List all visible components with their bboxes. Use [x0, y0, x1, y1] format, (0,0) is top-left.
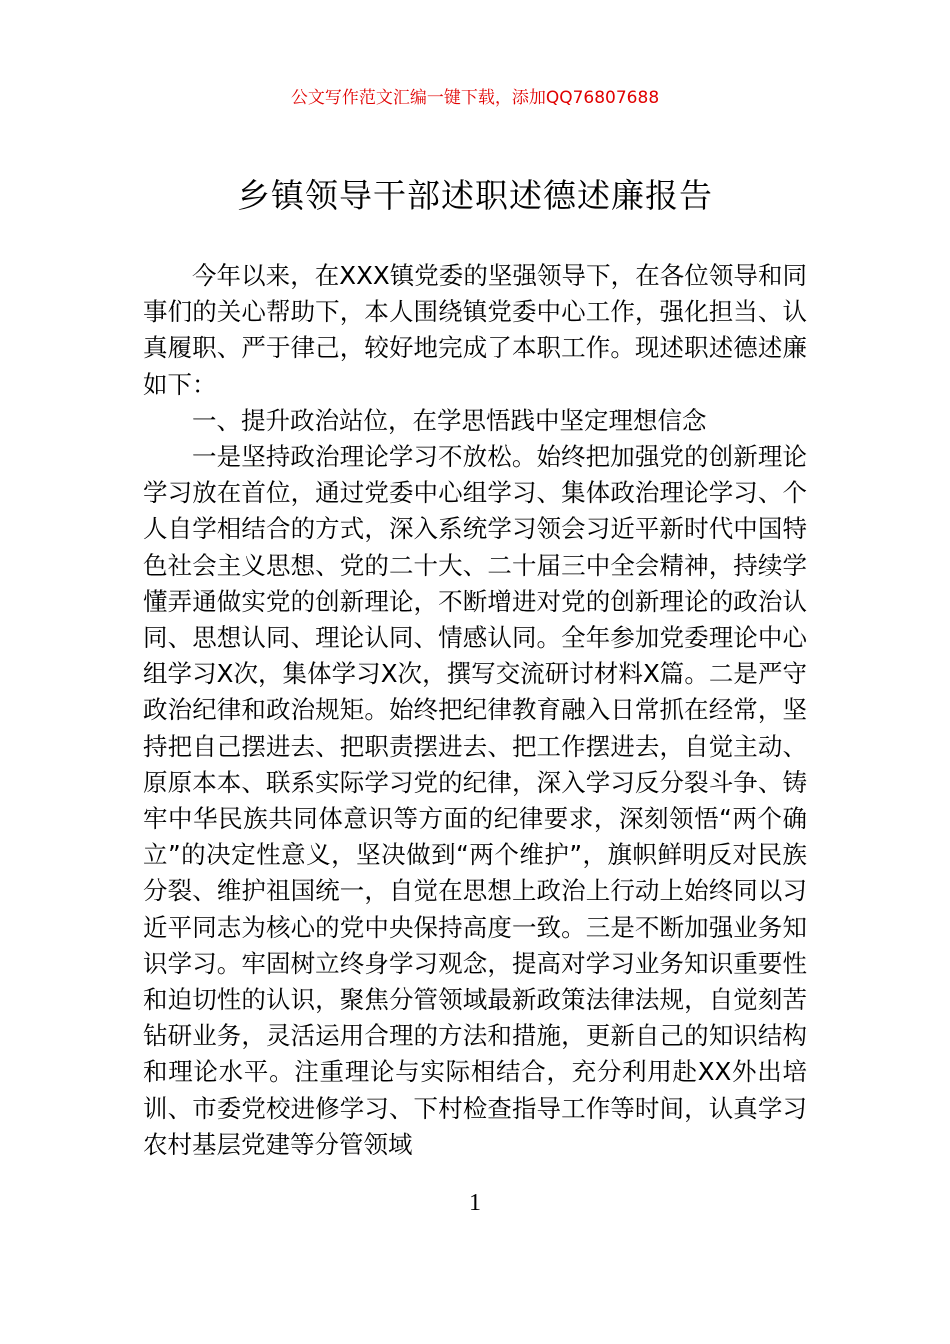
document-body — [143, 258, 807, 1163]
intro-paragraph: 今年以来，在XXX镇党委的坚强领导下，在各位领导和同事们的关心帮助下，本人围绕镇党委中心工作，强化担当、认真履职、严于律己，较好地完成了本职工作。现述职述德述廉如下： — [143, 261, 807, 399]
body-paragraph: 一是坚持政治理论学习不放松。始终把加强党的创新理论学习放在首位，通过党委中心组学习、集体政治理论学习、个人自学相结合的方式，深入系统学习领会习近平新时代中国特色社会主义思想、党的二十大、二十届三中全会精神，持续学懂弄通做实党的创新理论，不断增进对党的创新理论的政治认同、思想认同、理论认同、情感认同。全年参加党委理论中心组学习X次，集体学习X次，撰写交流研讨材料X篇。二是严守政治纪律和政治规矩。始终把纪律教育融入日常抓在经常，坚持把自己摆进去、把职责摆进去、把工作摆进去，自觉主动、原原本本、联系实际学习党的纪律，深入学习反分裂斗争、铸牢中华民族共同体意识等方面的纪律要求，深刻领悟“两个确立”的决定性意义，坚决做到“两个维护”，旗帜鲜明反对民族分裂、维护祖国统一，自觉在思想上政治上行动上始终同以习近平同志为核心的党中央保持高度一致。三是不断加强业务知识学习。牢固树立终身学习观念，提高对学习业务知识重要性和迫切性的认识，聚焦分管领域最新政策法律法规，自觉刻苦钻研业务，灵活运用合理的方法和措施，更新自己的知识结构和理论水平。注重理论与实际相结合，充分利用赴XX外出培训、市委党校进修学习、下村检查指导工作等时间，认真学习农村基层党建等分管领域 — [143, 442, 807, 1159]
watermark-banner: 公文写作范文汇编一键下载，添加QQ76807688 — [290, 88, 660, 108]
document-title: 乡镇领导干部述职述德述廉报告 — [237, 176, 713, 215]
page-number: 1 — [469, 1190, 481, 1216]
section-heading: 一、提升政治站位，在学思悟践中坚定理想信念 — [192, 405, 707, 435]
